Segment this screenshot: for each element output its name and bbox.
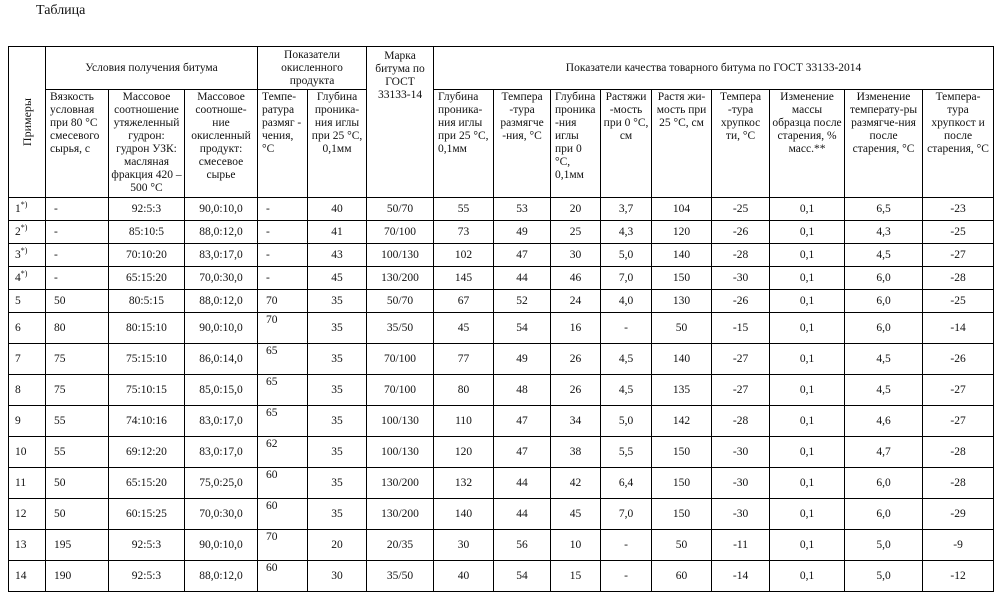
table-cell: 20/35 <box>367 530 434 561</box>
table-cell: 0,1 <box>770 313 845 344</box>
table-cell: - <box>258 198 308 221</box>
table-cell: 35/50 <box>367 561 434 592</box>
table-cell: 85,0:15,0 <box>185 375 258 406</box>
table-cell: 90,0:10,0 <box>185 530 258 561</box>
table-cell: 4,5 <box>601 344 652 375</box>
table-cell: 70/100 <box>367 221 434 244</box>
table-cell: 75:10:15 <box>109 375 185 406</box>
table-cell: 67 <box>434 290 494 313</box>
table-cell: 45 <box>308 267 367 290</box>
table-cell: 130/200 <box>367 468 434 499</box>
table-cell: 50/70 <box>367 198 434 221</box>
oxidized-group-header: Показатели окисленного продукта <box>258 47 367 90</box>
table-cell: 5,0 <box>601 406 652 437</box>
table-cell: 140 <box>434 499 494 530</box>
table-cell: 140 <box>652 344 712 375</box>
table-cell: 6,4 <box>601 468 652 499</box>
table-cell: 25 <box>551 221 601 244</box>
footnote-mark: *) <box>20 245 28 255</box>
table-cell: 0,1 <box>770 267 845 290</box>
table-cell: 75:15:10 <box>109 344 185 375</box>
table-cell: 4,0 <box>601 290 652 313</box>
table-cell: 0,1 <box>770 437 845 468</box>
table-cell: -11 <box>712 530 770 561</box>
footnote-mark: *) <box>20 268 28 278</box>
table-cell: - <box>601 530 652 561</box>
example-number <box>9 221 46 244</box>
table-cell: 150 <box>652 437 712 468</box>
example-number-text: 7 <box>15 352 21 365</box>
sub-header: Растя жи-мость при 25 °С, см <box>652 90 712 198</box>
table-row <box>9 290 994 313</box>
table-cell: -28 <box>923 267 994 290</box>
table-cell: 69:12:20 <box>109 437 185 468</box>
example-number-text: 9 <box>15 414 21 427</box>
sub-header: Глубина проника -ния иглы при 0 °С, 0,1мм <box>551 90 601 198</box>
table-cell: 83,0:17,0 <box>185 244 258 267</box>
table-cell: 140 <box>652 244 712 267</box>
table-cell: -30 <box>712 437 770 468</box>
table-cell: -14 <box>923 313 994 344</box>
table-cell: 110 <box>434 406 494 437</box>
sub-header: Массовое соотноше-ние окисленный продукт: смесевое сырье <box>185 90 258 198</box>
table-cell: 100/130 <box>367 406 434 437</box>
table-cell: 30 <box>434 530 494 561</box>
table-cell: 104 <box>652 198 712 221</box>
example-number <box>9 198 46 221</box>
table-cell: 48 <box>494 375 551 406</box>
table-cell: 130/200 <box>367 267 434 290</box>
table-cell: 150 <box>652 499 712 530</box>
table-cell: 7,0 <box>601 499 652 530</box>
table-cell: 70 <box>258 290 308 313</box>
table-cell: 0,1 <box>770 530 845 561</box>
example-number-text: 13 <box>15 538 27 551</box>
example-number <box>9 499 46 530</box>
table-cell: 4,5 <box>845 344 923 375</box>
table-cell: 0,1 <box>770 221 845 244</box>
table-cell: -25 <box>923 290 994 313</box>
example-number <box>9 244 46 267</box>
table-cell: 62 <box>258 437 308 468</box>
table-cell: 5,0 <box>845 561 923 592</box>
table-cell: 35 <box>308 406 367 437</box>
table-cell: 55 <box>46 437 109 468</box>
table-cell: 49 <box>494 221 551 244</box>
table-cell: -28 <box>712 244 770 267</box>
sub-header: Глубина проника-ния иглы при 25 °С, 0,1мм <box>434 90 494 198</box>
example-number <box>9 530 46 561</box>
table-cell: 44 <box>494 499 551 530</box>
table-cell: -26 <box>923 344 994 375</box>
example-number <box>9 375 46 406</box>
table-cell: 49 <box>494 344 551 375</box>
table-cell: 92:5:3 <box>109 561 185 592</box>
table-cell: -29 <box>923 499 994 530</box>
table-cell: - <box>601 313 652 344</box>
table-cell: 5,0 <box>601 244 652 267</box>
table-cell: - <box>601 561 652 592</box>
table-cell: 46 <box>551 267 601 290</box>
table-cell: 195 <box>46 530 109 561</box>
table-cell: 50 <box>46 290 109 313</box>
table-row <box>9 561 994 592</box>
sub-header: Вязкость условная при 80 °С смесевого сырья, с <box>46 90 109 198</box>
table-row <box>9 244 994 267</box>
table-cell: 45 <box>551 499 601 530</box>
table-cell: 0,1 <box>770 561 845 592</box>
table-cell: 35 <box>308 344 367 375</box>
table-cell: 55 <box>46 406 109 437</box>
table-cell: 120 <box>434 437 494 468</box>
table-cell: 24 <box>551 290 601 313</box>
table-cell: 30 <box>551 244 601 267</box>
table-cell: 35 <box>308 290 367 313</box>
table-cell: -28 <box>712 406 770 437</box>
example-number-text: 5 <box>15 294 21 307</box>
table-cell: 6,0 <box>845 499 923 530</box>
table-cell: 145 <box>434 267 494 290</box>
table-cell: 132 <box>434 468 494 499</box>
table-cell: 190 <box>46 561 109 592</box>
table-cell: 80:15:10 <box>109 313 185 344</box>
table-cell: 6,0 <box>845 267 923 290</box>
table-cell: 100/130 <box>367 437 434 468</box>
table-cell: 50 <box>652 530 712 561</box>
table-cell: 70:10:20 <box>109 244 185 267</box>
example-number-text: 14 <box>15 569 27 582</box>
table-cell: 5,5 <box>601 437 652 468</box>
example-number <box>9 561 46 592</box>
table-cell: -30 <box>712 468 770 499</box>
table-cell: -27 <box>712 344 770 375</box>
footnote-mark: *) <box>20 222 28 232</box>
example-number <box>9 290 46 313</box>
table-cell: 4,5 <box>601 375 652 406</box>
table-cell: 70,0:30,0 <box>185 267 258 290</box>
table-cell: 88,0:12,0 <box>185 290 258 313</box>
table-cell: - <box>258 267 308 290</box>
table-cell: 83,0:17,0 <box>185 437 258 468</box>
table-cell: 130 <box>652 290 712 313</box>
table-cell: 150 <box>652 267 712 290</box>
sub-header: Изменение массы образца после старения, % масс.** <box>770 90 845 198</box>
table-cell: 0,1 <box>770 499 845 530</box>
example-number-text: 2 <box>15 225 21 238</box>
table-cell: 0,1 <box>770 406 845 437</box>
bitumen-table <box>8 46 994 592</box>
table-cell: 20 <box>551 198 601 221</box>
table-cell: 150 <box>652 468 712 499</box>
table-cell: 6,0 <box>845 313 923 344</box>
table-cell: 44 <box>494 267 551 290</box>
table-cell: 42 <box>551 468 601 499</box>
table-row <box>9 221 994 244</box>
table-cell: -26 <box>712 290 770 313</box>
table-cell: - <box>46 198 109 221</box>
table-cell: 43 <box>308 244 367 267</box>
table-cell: 6,5 <box>845 198 923 221</box>
table-cell: 60:15:25 <box>109 499 185 530</box>
table-cell: 47 <box>494 406 551 437</box>
table-cell: 47 <box>494 437 551 468</box>
example-number-text: 4 <box>15 271 21 284</box>
table-cell: 0,1 <box>770 375 845 406</box>
table-cell: 41 <box>308 221 367 244</box>
table-cell: 88,0:12,0 <box>185 221 258 244</box>
table-cell: 40 <box>434 561 494 592</box>
table-cell: 80:5:15 <box>109 290 185 313</box>
table-cell: 65 <box>258 406 308 437</box>
sub-header: Темпера -тура хрупкос ти, °С <box>712 90 770 198</box>
table-cell: 60 <box>258 499 308 530</box>
table-cell: 50 <box>46 468 109 499</box>
table-cell: - <box>46 244 109 267</box>
table-cell: 70,0:30,0 <box>185 499 258 530</box>
table-cell: 35 <box>308 468 367 499</box>
table-cell: 3,7 <box>601 198 652 221</box>
table-row <box>9 267 994 290</box>
table-cell: 20 <box>308 530 367 561</box>
table-cell: -25 <box>712 198 770 221</box>
table-cell: 65:15:20 <box>109 468 185 499</box>
table-cell: 92:5:3 <box>109 198 185 221</box>
table-row <box>9 375 994 406</box>
table-row <box>9 313 994 344</box>
table-cell: 80 <box>46 313 109 344</box>
example-number-text: 6 <box>15 321 21 334</box>
table-cell: 0,1 <box>770 468 845 499</box>
example-number <box>9 267 46 290</box>
table-row <box>9 530 994 561</box>
sub-header: Темпера-тура хрупкост и после старения, °С <box>923 90 994 198</box>
sub-header: Глубина проника-ния иглы при 25 °С, 0,1мм <box>308 90 367 198</box>
table-cell: 16 <box>551 313 601 344</box>
table-cell: 56 <box>494 530 551 561</box>
footnote-mark: *) <box>20 199 28 209</box>
table-cell: 100/130 <box>367 244 434 267</box>
table-cell: 90,0:10,0 <box>185 313 258 344</box>
table-cell: -30 <box>712 499 770 530</box>
table-cell: -27 <box>923 244 994 267</box>
example-number <box>9 344 46 375</box>
table-cell: 26 <box>551 344 601 375</box>
table-cell: 15 <box>551 561 601 592</box>
sub-header: Темпера -тура размягче -ния, °С <box>494 90 551 198</box>
example-number <box>9 406 46 437</box>
table-cell: 5,0 <box>845 530 923 561</box>
table-cell: -28 <box>923 437 994 468</box>
grade-header: Марка битума по ГОСТ 33133-14 <box>367 47 434 198</box>
sub-header: Изменение температу-ры размягче-ния после старения, °С <box>845 90 923 198</box>
table-cell: 70 <box>258 530 308 561</box>
example-number-text: 1 <box>15 202 21 215</box>
example-number <box>9 313 46 344</box>
table-cell: 135 <box>652 375 712 406</box>
table-cell: -12 <box>923 561 994 592</box>
table-cell: -9 <box>923 530 994 561</box>
table-cell: 54 <box>494 561 551 592</box>
table-cell: 88,0:12,0 <box>185 561 258 592</box>
table-cell: 45 <box>434 313 494 344</box>
table-cell: 70 <box>258 313 308 344</box>
table-cell: 73 <box>434 221 494 244</box>
table-cell: 80 <box>434 375 494 406</box>
table-row <box>9 198 994 221</box>
table-cell: 52 <box>494 290 551 313</box>
example-number-text: 12 <box>15 507 27 520</box>
table-cell: 74:10:16 <box>109 406 185 437</box>
sub-header: Массовое соотношение утяжеленный гудрон: гудрон УЗК: масляная фракция 420 – 500 °С <box>109 90 185 198</box>
sub-header: Растяжи -мость при 0 °С, см <box>601 90 652 198</box>
table-cell: -14 <box>712 561 770 592</box>
table-cell: 130/200 <box>367 499 434 530</box>
table-cell: -25 <box>923 221 994 244</box>
table-cell: 35 <box>308 313 367 344</box>
table-row <box>9 344 994 375</box>
table-cell: 65 <box>258 344 308 375</box>
example-number <box>9 437 46 468</box>
table-cell: 35 <box>308 499 367 530</box>
example-number-text: 3 <box>15 248 21 261</box>
table-cell: -30 <box>712 267 770 290</box>
table-cell: 75,0:25,0 <box>185 468 258 499</box>
table-row <box>9 406 994 437</box>
table-cell: -27 <box>923 375 994 406</box>
table-cell: 35/50 <box>367 313 434 344</box>
conditions-group-header: Условия получения битума <box>46 47 258 90</box>
table-cell: 50/70 <box>367 290 434 313</box>
table-cell: 90,0:10,0 <box>185 198 258 221</box>
table-cell: 4,7 <box>845 437 923 468</box>
table-cell: 4,5 <box>845 375 923 406</box>
table-cell: 6,0 <box>845 290 923 313</box>
table-cell: 60 <box>652 561 712 592</box>
table-cell: 50 <box>652 313 712 344</box>
table-cell: 0,1 <box>770 344 845 375</box>
table-cell: 92:5:3 <box>109 530 185 561</box>
table-cell: 34 <box>551 406 601 437</box>
table-cell: 70/100 <box>367 375 434 406</box>
table-cell: - <box>258 244 308 267</box>
example-number-text: 10 <box>15 445 27 458</box>
table-cell: -28 <box>923 468 994 499</box>
table-cell: 142 <box>652 406 712 437</box>
table-cell: 60 <box>258 561 308 592</box>
examples-header: Примеры <box>9 47 46 198</box>
table-cell: 75 <box>46 375 109 406</box>
table-cell: 26 <box>551 375 601 406</box>
table-cell: 38 <box>551 437 601 468</box>
table-cell: 35 <box>308 437 367 468</box>
table-cell: -27 <box>712 375 770 406</box>
table-cell: 65:15:20 <box>109 267 185 290</box>
table-row <box>9 499 994 530</box>
table-cell: 44 <box>494 468 551 499</box>
quality-group-header: Показатели качества товарного битума по ГОСТ 33133-2014 <box>434 47 994 90</box>
table-cell: 0,1 <box>770 198 845 221</box>
table-cell: 7,0 <box>601 267 652 290</box>
table-cell: 47 <box>494 244 551 267</box>
table-cell: - <box>258 221 308 244</box>
table-cell: -15 <box>712 313 770 344</box>
table-cell: 35 <box>308 375 367 406</box>
sub-header: Темпе-ратура размяг - чения, °С <box>258 90 308 198</box>
example-number <box>9 468 46 499</box>
example-number-text: 8 <box>15 383 21 396</box>
table-cell: 75 <box>46 344 109 375</box>
table-cell: 120 <box>652 221 712 244</box>
table-cell: 4,3 <box>601 221 652 244</box>
table-cell: -23 <box>923 198 994 221</box>
table-cell: 83,0:17,0 <box>185 406 258 437</box>
table-cell: 77 <box>434 344 494 375</box>
table-cell: - <box>46 221 109 244</box>
table-cell: 4,3 <box>845 221 923 244</box>
example-number-text: 11 <box>15 476 27 489</box>
table-cell: 6,0 <box>845 468 923 499</box>
table-cell: 0,1 <box>770 290 845 313</box>
table-row <box>9 468 994 499</box>
table-cell: 70/100 <box>367 344 434 375</box>
table-cell: 30 <box>308 561 367 592</box>
table-cell: 60 <box>258 468 308 499</box>
table-cell: -27 <box>923 406 994 437</box>
table-cell: 10 <box>551 530 601 561</box>
table-cell: 0,1 <box>770 244 845 267</box>
table-cell: 65 <box>258 375 308 406</box>
table-cell: 55 <box>434 198 494 221</box>
table-cell: 4,6 <box>845 406 923 437</box>
table-row <box>9 437 994 468</box>
table-cell: 102 <box>434 244 494 267</box>
table-cell: 85:10:5 <box>109 221 185 244</box>
table-cell: -26 <box>712 221 770 244</box>
table-cell: 54 <box>494 313 551 344</box>
table-caption: Таблица <box>36 3 86 18</box>
table-cell: - <box>46 267 109 290</box>
table-cell: 86,0:14,0 <box>185 344 258 375</box>
table-cell: 53 <box>494 198 551 221</box>
table-cell: 4,5 <box>845 244 923 267</box>
table-cell: 40 <box>308 198 367 221</box>
table-cell: 50 <box>46 499 109 530</box>
